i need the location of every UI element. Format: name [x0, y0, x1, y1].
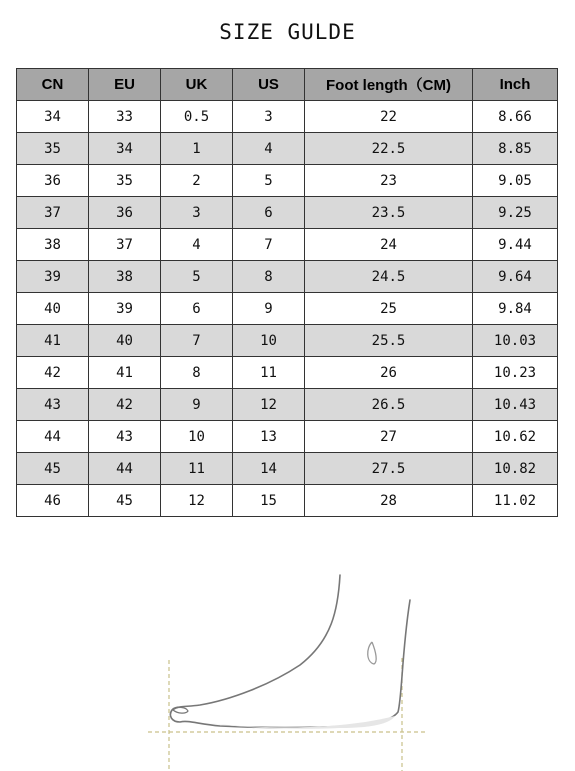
cell-uk: 9 — [161, 389, 233, 421]
table-row — [17, 229, 558, 261]
cell-us: 10 — [233, 325, 305, 357]
cell-cn: 46 — [17, 485, 89, 517]
cell-uk: 4 — [161, 229, 233, 261]
table-row — [17, 101, 558, 133]
table-row — [17, 165, 558, 197]
cell-uk: 7 — [161, 325, 233, 357]
cell-eu: 38 — [89, 261, 161, 293]
cell-us: 11 — [233, 357, 305, 389]
table-row — [17, 133, 558, 165]
cell-eu: 43 — [89, 421, 161, 453]
header-inch: Inch — [473, 69, 558, 101]
cell-eu: 39 — [89, 293, 161, 325]
cell-inch: 9.25 — [473, 197, 558, 229]
cell-eu: 36 — [89, 197, 161, 229]
cell-uk: 8 — [161, 357, 233, 389]
cell-us: 8 — [233, 261, 305, 293]
cell-eu: 42 — [89, 389, 161, 421]
cell-cn: 41 — [17, 325, 89, 357]
ankle-bone — [368, 642, 376, 664]
table-row — [17, 261, 558, 293]
table-row — [17, 389, 558, 421]
cell-eu: 44 — [89, 453, 161, 485]
header-uk: UK — [161, 69, 233, 101]
header-us: US — [233, 69, 305, 101]
cell-inch: 9.05 — [473, 165, 558, 197]
cell-us: 13 — [233, 421, 305, 453]
cell-eu: 34 — [89, 133, 161, 165]
cell-cn: 45 — [17, 453, 89, 485]
cell-cn: 42 — [17, 357, 89, 389]
cell-cn: 37 — [17, 197, 89, 229]
cell-foot-length: 26.5 — [305, 389, 473, 421]
cell-cn: 34 — [17, 101, 89, 133]
cell-foot-length: 26 — [305, 357, 473, 389]
table-header-row — [17, 69, 558, 101]
cell-inch: 10.82 — [473, 453, 558, 485]
toenail — [173, 707, 188, 713]
cell-inch: 8.66 — [473, 101, 558, 133]
cell-us: 9 — [233, 293, 305, 325]
header-foot-length: Foot length（CM) — [305, 69, 473, 101]
header-cn: CN — [17, 69, 89, 101]
cell-cn: 44 — [17, 421, 89, 453]
cell-foot-length: 25.5 — [305, 325, 473, 357]
cell-foot-length: 25 — [305, 293, 473, 325]
cell-us: 12 — [233, 389, 305, 421]
cell-uk: 1 — [161, 133, 233, 165]
table-row — [17, 197, 558, 229]
cell-cn: 38 — [17, 229, 89, 261]
cell-inch: 9.84 — [473, 293, 558, 325]
cell-us: 15 — [233, 485, 305, 517]
cell-us: 14 — [233, 453, 305, 485]
size-chart-table — [16, 68, 558, 517]
cell-inch: 10.43 — [473, 389, 558, 421]
cell-uk: 0.5 — [161, 101, 233, 133]
cell-eu: 33 — [89, 101, 161, 133]
cell-uk: 6 — [161, 293, 233, 325]
cell-eu: 37 — [89, 229, 161, 261]
cell-us: 3 — [233, 101, 305, 133]
cell-foot-length: 23 — [305, 165, 473, 197]
cell-us: 4 — [233, 133, 305, 165]
cell-eu: 40 — [89, 325, 161, 357]
cell-inch: 9.44 — [473, 229, 558, 261]
cell-uk: 11 — [161, 453, 233, 485]
cell-foot-length: 28 — [305, 485, 473, 517]
cell-foot-length: 27.5 — [305, 453, 473, 485]
header-eu: EU — [89, 69, 161, 101]
cell-eu: 41 — [89, 357, 161, 389]
table-row — [17, 421, 558, 453]
cell-us: 7 — [233, 229, 305, 261]
cell-eu: 35 — [89, 165, 161, 197]
cell-cn: 39 — [17, 261, 89, 293]
cell-foot-length: 22.5 — [305, 133, 473, 165]
cell-inch: 10.62 — [473, 421, 558, 453]
cell-inch: 8.85 — [473, 133, 558, 165]
table-row — [17, 293, 558, 325]
cell-cn: 35 — [17, 133, 89, 165]
cell-uk: 12 — [161, 485, 233, 517]
table-row — [17, 485, 558, 517]
cell-foot-length: 24 — [305, 229, 473, 261]
cell-cn: 43 — [17, 389, 89, 421]
cell-foot-length: 24.5 — [305, 261, 473, 293]
table-row — [17, 325, 558, 357]
cell-foot-length: 27 — [305, 421, 473, 453]
cell-cn: 36 — [17, 165, 89, 197]
cell-cn: 40 — [17, 293, 89, 325]
cell-eu: 45 — [89, 485, 161, 517]
cell-uk: 3 — [161, 197, 233, 229]
table-row — [17, 357, 558, 389]
foot-measure-icon — [140, 570, 440, 771]
table-row — [17, 453, 558, 485]
cell-inch: 9.64 — [473, 261, 558, 293]
cell-uk: 10 — [161, 421, 233, 453]
cell-inch: 11.02 — [473, 485, 558, 517]
cell-us: 6 — [233, 197, 305, 229]
cell-us: 5 — [233, 165, 305, 197]
cell-inch: 10.03 — [473, 325, 558, 357]
cell-foot-length: 23.5 — [305, 197, 473, 229]
cell-foot-length: 22 — [305, 101, 473, 133]
page-title: SIZE GULDE — [219, 20, 356, 44]
cell-inch: 10.23 — [473, 357, 558, 389]
foot-outline — [170, 575, 410, 728]
cell-uk: 2 — [161, 165, 233, 197]
cell-uk: 5 — [161, 261, 233, 293]
